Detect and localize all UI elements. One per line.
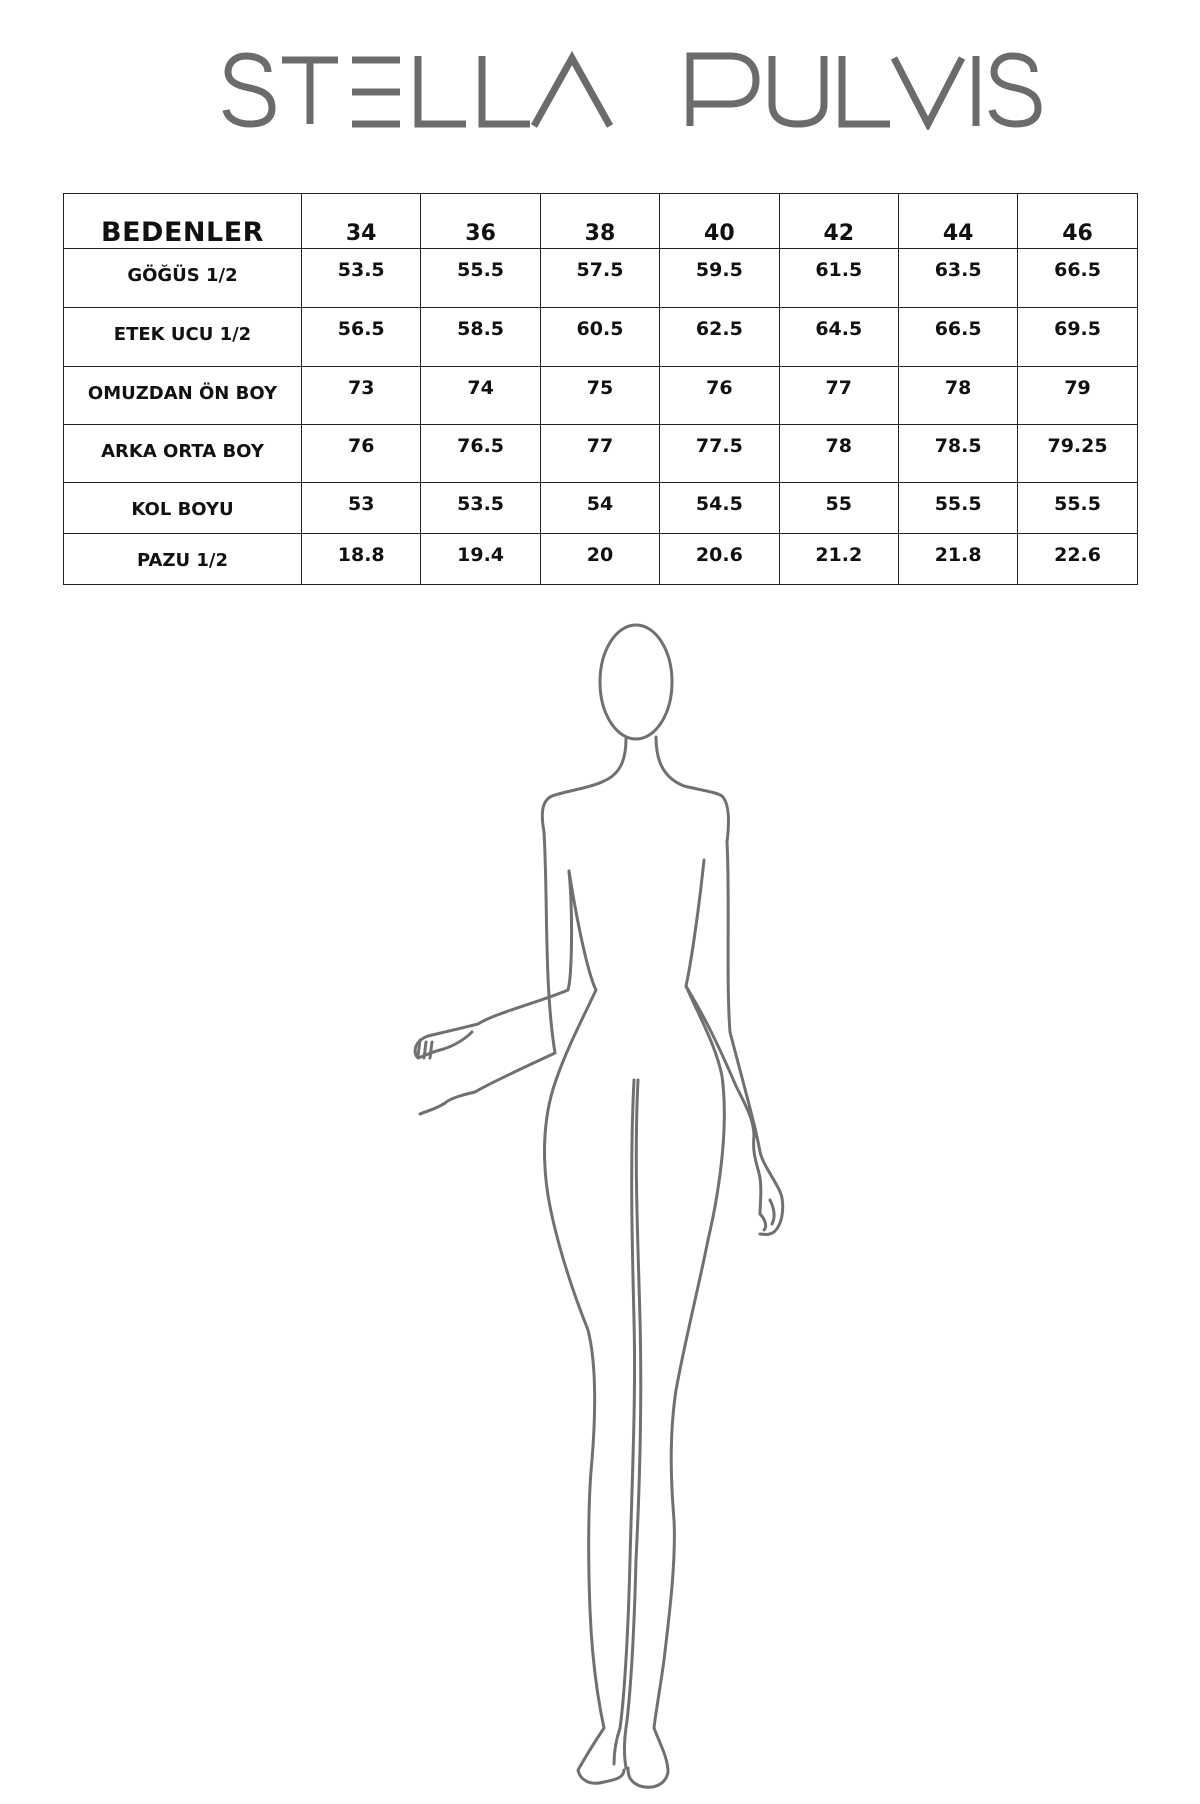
table-cell: 21.2 (779, 534, 898, 585)
size-44: 44 (898, 194, 1017, 249)
table-row-gogus (64, 249, 1138, 308)
row-label: KOL BOYU (64, 483, 302, 534)
table-row-arka-orta-boy (64, 425, 1138, 483)
table-cell: 55.5 (421, 249, 540, 308)
croquis-outline (0, 600, 1200, 1800)
table-cell: 76 (302, 425, 421, 483)
table-cell: 76.5 (421, 425, 540, 483)
table-cell: 56.5 (302, 308, 421, 367)
table-cell: 18.8 (302, 534, 421, 585)
table-cell: 54 (540, 483, 659, 534)
table-cell: 55 (779, 483, 898, 534)
table-cell: 66.5 (898, 308, 1017, 367)
table-cell: 77.5 (660, 425, 779, 483)
head-outline (600, 625, 672, 739)
table-cell: 19.4 (421, 534, 540, 585)
table-cell: 55.5 (1018, 483, 1137, 534)
table-cell: 60.5 (540, 308, 659, 367)
table-cell: 77 (779, 367, 898, 425)
table-cell: 20.6 (660, 534, 779, 585)
table-cell: 58.5 (421, 308, 540, 367)
row-label: ETEK UCU 1/2 (64, 308, 302, 367)
table-cell: 53 (302, 483, 421, 534)
table-cell: 57.5 (540, 249, 659, 308)
table-cell: 22.6 (1018, 534, 1137, 585)
size-38: 38 (540, 194, 659, 249)
size-40: 40 (660, 194, 779, 249)
table-cell: 59.5 (660, 249, 779, 308)
row-label: ARKA ORTA BOY (64, 425, 302, 483)
brand-logo (0, 20, 1200, 130)
size-chart-table (63, 193, 1138, 585)
size-42: 42 (779, 194, 898, 249)
table-cell: 61.5 (779, 249, 898, 308)
table-cell: 76 (660, 367, 779, 425)
table-cell: 78 (779, 425, 898, 483)
row-label: OMUZDAN ÖN BOY (64, 367, 302, 425)
table-cell: 73 (302, 367, 421, 425)
size-46: 46 (1018, 194, 1137, 249)
table-cell: 63.5 (898, 249, 1017, 308)
table-cell: 78.5 (898, 425, 1017, 483)
table-cell: 66.5 (1018, 249, 1137, 308)
row-label: GÖĞÜS 1/2 (64, 249, 302, 308)
table-cell: 53.5 (302, 249, 421, 308)
size-34: 34 (302, 194, 421, 249)
table-row-pazu (64, 534, 1138, 585)
table-cell: 62.5 (660, 308, 779, 367)
header-label: BEDENLER (64, 194, 302, 249)
table-cell: 79 (1018, 367, 1137, 425)
size-header-row (64, 194, 1138, 249)
table-cell: 21.8 (898, 534, 1017, 585)
table-cell: 74 (421, 367, 540, 425)
table-row-etek-ucu (64, 308, 1138, 367)
brand-wordmark (0, 20, 1200, 130)
table-cell: 69.5 (1018, 308, 1137, 367)
table-cell: 53.5 (421, 483, 540, 534)
table-cell: 55.5 (898, 483, 1017, 534)
size-36: 36 (421, 194, 540, 249)
table-cell: 75 (540, 367, 659, 425)
table-row-kol-boyu (64, 483, 1138, 534)
table-cell: 79.25 (1018, 425, 1137, 483)
table-cell: 64.5 (779, 308, 898, 367)
table-cell: 20 (540, 534, 659, 585)
table-cell: 54.5 (660, 483, 779, 534)
fashion-croquis-figure-icon (0, 600, 1200, 1800)
row-label: PAZU 1/2 (64, 534, 302, 585)
table-cell: 78 (898, 367, 1017, 425)
table-row-omuzdan-on-boy (64, 367, 1138, 425)
table-cell: 77 (540, 425, 659, 483)
